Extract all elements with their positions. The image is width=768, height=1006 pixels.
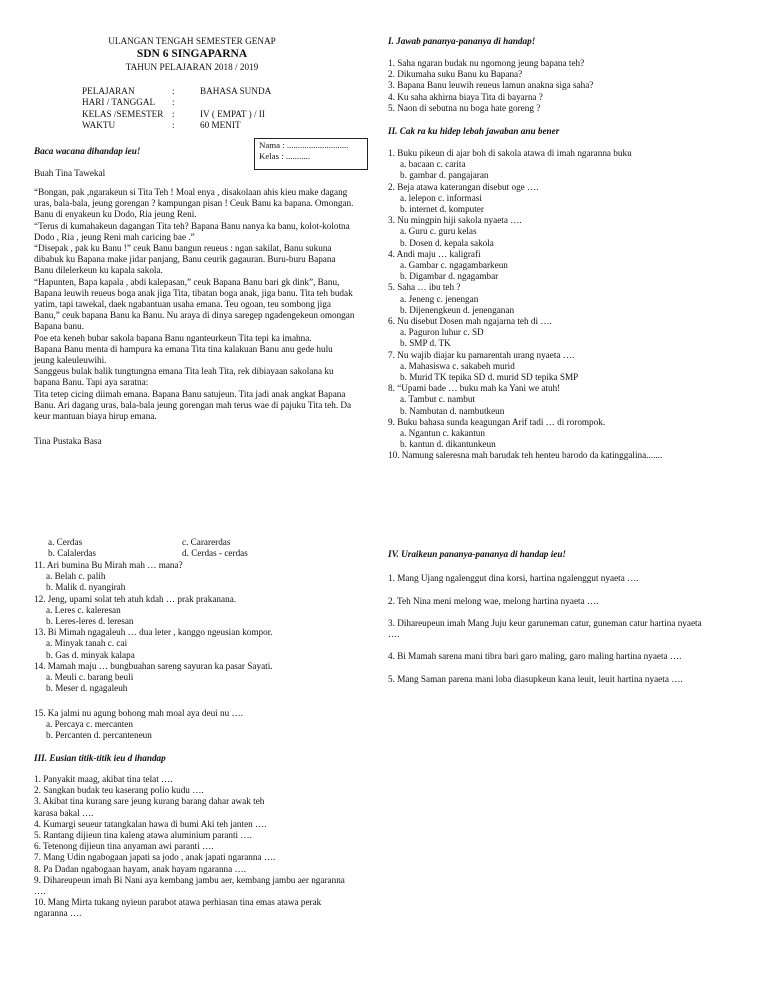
question: 6. Nu disebut Dosen mah ngajarna teh di …. (388, 316, 552, 327)
info-label: PELAJARAN (82, 86, 135, 96)
option-line: a. Gambar c. ngagambarkeun (400, 260, 508, 271)
option-c: c. Cararerdas (182, 537, 231, 547)
option-line: b. Meser d. ngagaleuh (46, 683, 128, 694)
option-line: b. Digambar d. ngagambar (400, 271, 499, 282)
name-class-box (254, 138, 368, 170)
essay-item: …. (388, 629, 400, 639)
essay-item: 3. Dihareupeun imah Mang Juju keur garuneman catur, guneman catur hartina nyaeta (388, 618, 702, 628)
option-line: b. SMP d. TK (400, 338, 451, 349)
question: 14. Mamah maju … bungbuahan sareng sayuran ka pasar Sayati. (34, 660, 273, 671)
essay-item: 5. Mang Saman parena mani loba diasupkeun kana leuit, leuit hartina nyaeta …. (388, 674, 683, 684)
list-item: 2. Dikumaha suku Banu ku Bapana? (388, 69, 523, 80)
option-line: b. Murid TK tepika SD d. murid SD tepika SMP (400, 372, 579, 383)
essay-item: 1. Mang Ujang ngalenggut dina korsi, hartina ngalenggut nyaeta …. (388, 573, 639, 583)
list-item: ngaranna …. (34, 908, 82, 919)
option-line: b. Percanten d. percanteneun (46, 730, 152, 741)
option-line: a. Minyak tanah c. cai (46, 638, 128, 649)
question: 5. Saha … ibu teh ? (388, 282, 461, 293)
class-field: Kelas : ........... (259, 151, 311, 161)
section-4-title: IV. Uraikeun pananya-pananya di handap ieu! (388, 549, 567, 559)
option-line: b. gambar d. pangajaran (400, 170, 489, 181)
question: 4. Andi maju … kaligrafi (388, 248, 481, 259)
passage-line: Bapana banu. (34, 321, 85, 332)
question: 11. Ari bumina Bu Mirah mah … mana? (34, 560, 183, 570)
passage-line: Tita tetep cicing diimah emana. Bapana Banu satujeun. Tita jadi anak angkat Bapana (34, 388, 346, 399)
option-line: a. Leres c. kaleresan (46, 604, 121, 615)
passage-line: Bapana Banu menta di hampura ka emana Tita tina kalakuan Banu anu gede hulu (34, 343, 333, 354)
list-item: 1. Saha ngaran budak nu ngomong jeung bapana teh? (388, 58, 585, 68)
info-value: IV ( EMPAT ) / II (200, 108, 265, 119)
option-line: b. Dijenengkeun d. jenenganan (400, 304, 515, 315)
info-label: WAKTU (82, 120, 116, 131)
list-item: 7. Mang Udin ngabogaan japati sa jodo , anak japati ngaranna …. (34, 852, 276, 863)
list-item: 10. Mang Mirta tukang nyieun parabot atawa perhiasan tina emas atawa perak (34, 897, 322, 908)
info-value: BAHASA SUNDA (200, 86, 272, 96)
option-line: a. Tambut c. nambut (400, 394, 475, 405)
option-line: a. Mahasiswa c. sakabeh murid (400, 360, 515, 371)
info-sep: : (172, 97, 175, 108)
option-line: a. Paguron luhur c. SD (400, 327, 484, 338)
passage-line: “Bongan, pak ,ngarakeun si Tita Teh ! Moal enya , disakolaan ahis kieu make dagang (34, 187, 348, 197)
question: 7. Nu wajib diajar ku pamarentah urang nyaeta …. (388, 349, 575, 360)
question: 13. Bi Mimah ngagaleuh … dua leter , kanggo ngeusian kompor. (34, 627, 273, 638)
passage-line: “Disepak , pak ku Banu !” ceuk Banu bangun reueus : ngan sakilat, Banu sukuna (34, 243, 332, 254)
option-b: b. Calalerdas (48, 548, 96, 559)
section-1-title: I. Jawab pananya-pananya di handap! (388, 36, 536, 46)
question: 10. Namung saleresna mah barudak teh henteu barodo da katinggalina....... (388, 450, 663, 461)
section-3-title: III. Eusian titik-titik ieu d ihandap (34, 753, 166, 763)
option-line: b. Leres-leres d. leresan (46, 616, 134, 627)
passage-line: Banu dilelerkeun ku kapala sakola. (34, 265, 163, 276)
essay-item: 2. Teh Nina meni melong wae, melong hartina nyaeta …. (388, 596, 599, 606)
option-line: a. bacaan c. carita (400, 159, 466, 170)
section-2-title: II. Cak ra ku hidep lebah jawaban anu bener (388, 126, 560, 136)
option-line: a. Belah c. palih (46, 571, 106, 582)
info-sep: : (172, 120, 175, 131)
reading-title: Buah Tina Tawekal (34, 168, 106, 178)
option-d: d. Cerdas - cerdas (182, 548, 248, 559)
question: 2. Beja atawa katerangan disebut oge …. (388, 181, 539, 192)
info-label: KELAS /SEMESTER (82, 108, 164, 119)
list-item: 8. Pa Dadan ngabogaan hayam, anak hayam ngaranna …. (34, 863, 246, 874)
reading-passage (34, 187, 374, 422)
passage-line: “Terus di kumahakeun dagangan Tita teh? Bapana Banu nanya ka banu, kolot-kolotna (34, 220, 350, 231)
passage-line: Dodo , Ria , jeung Reni mah caricing bae .” (34, 231, 195, 242)
option-line: a. Meuli c. barang beuli (46, 672, 134, 683)
questions-11-14 (34, 560, 374, 694)
question: 1. Buku pikeun di ajar boh di sakola atawa di imah ngaranna buku (388, 148, 632, 158)
school-name: SDN 6 SINGAPARNA (136, 48, 248, 60)
option-line: a. Ngantun c. kakantun (400, 428, 485, 439)
list-item: 5. Rantang dijieun tina kaleng atawa aluminium paranti …. (34, 830, 252, 841)
passage-line: dibabuk ku Bapana make jidar panjang, Banu ceurik gagauran. Buru-buru Bapana (34, 254, 336, 265)
list-item: 3. Bapana Banu leuwih reueus lamun anakna siga saha? (388, 80, 594, 91)
list-item: karasa bakal …. (34, 807, 94, 818)
passage-line: Poe eta keneh bubar sakola bapana Banu nganteurkeun Tita tepi ka imahna. (34, 332, 312, 343)
section-1-list (388, 58, 758, 114)
passage-line: jeung kaleuleuwihi. (34, 355, 107, 366)
question: 15. Ka jalmi nu agung bohong mah moal aya deui nu …. (34, 708, 243, 718)
question: 12. Jeng, upami solat teh atuh kdah … prak prakanana. (34, 593, 237, 604)
reading-source: Tina Pustaka Basa (34, 436, 102, 446)
list-item: 2. Sangkan budak teu kaserang polio kudu …. (34, 785, 204, 796)
passage-line: “Hapunten, Bapa kapala , abdi kalepasan,” ceuk Bapana Banu bari gk dink”, Banu, (34, 276, 340, 287)
question: 8. “Upami bade … buku mah ka Yani we atuh! (388, 383, 561, 394)
school-year: TAHUN PELAJARAN 2018 / 2019 (125, 62, 259, 72)
option-a: a. Cerdas (48, 537, 83, 547)
option-line: b. Dosen d. kepala sakola (400, 237, 494, 248)
info-sep: : (172, 108, 175, 119)
option-line: b. Gas d. minyak kalapa (46, 649, 135, 660)
passage-line: Bapana leuwih reueus boga anak jiga Tita, tibatan boga anak, jiga banu. Tita teh budak (34, 287, 353, 298)
exam-title: ULANGAN TENGAH SEMESTER GENAP (108, 36, 276, 46)
option-line: a. Jeneng c. jenengan (400, 293, 479, 304)
list-item: 1. Panyakit maag, akibat tina telat …. (34, 774, 173, 784)
option-line: a. lelepon c. informasi (400, 192, 482, 203)
passage-line: bapana Banu. Tapi aya saratna: (34, 377, 149, 388)
passage-line: Banu di enyakeun ku Dodo, Ria jeung Reni. (34, 209, 197, 220)
list-item: 3. Akibat tina kurang sare jeung kurang barang dahar awak teh (34, 796, 265, 807)
option-line: a. Guru c. guru kelas (400, 226, 477, 237)
info-label: HARI / TANGGAL (82, 97, 156, 108)
list-item: 4. Ku saha akhirna biaya Tita di bayarna ? (388, 91, 543, 102)
passage-line: uras, bala-bala, jeung gorengan ? kampungan pisan ! Ceuk Banu ka bapana. Omongan. (34, 198, 354, 209)
section-3-list (34, 774, 374, 920)
passage-line: Banu. Ari dagang uras, bala-bala jeung gorengan mah terus wae di pajuku Tita teh. Da (34, 399, 352, 410)
question-15 (34, 708, 374, 742)
option-line: b. Nambutan d. nambutkeun (400, 405, 505, 416)
passage-line: Banu,” ceuk bapana Banu ka Banu. Nu araya di dinya saregep ngadengekeun omongan (34, 310, 355, 321)
passage-line: Sanggeus bulak balik tungtungna emana Tita leah Tita, rek dibiayaan sakolana ku (34, 366, 334, 377)
option-line: b. kantun d. dikantunkeun (400, 439, 496, 450)
option-line: b. Malik d. nyangirah (46, 582, 126, 593)
info-value: 60 MENIT (200, 120, 241, 131)
list-item: 6. Tetenong dijieun tina anyaman awi paranti …. (34, 841, 214, 852)
question: 3. Nu mingpin hiji sakola nyaeta …. (388, 215, 522, 226)
option-line: b. internet d. komputer (400, 204, 484, 215)
essay-item: 4. Bi Mamah sarena mani tibra bari garo maling, garo maling hartina nyaeta …. (388, 651, 682, 661)
list-item: …. (34, 886, 46, 897)
section-2-list (388, 148, 758, 462)
option-line: a. Percaya c. mercanten (46, 719, 133, 730)
list-item: 9. Dihareupeun imah Bi Nani aya kembang jambu aer, kembang jambu aer ngaranna (34, 874, 345, 885)
passage-line: keur mantuan biaya hirup emana. (34, 411, 157, 422)
name-field: Nama : ............................ (259, 140, 349, 150)
reading-instruction: Baca wacana dihandap ieu! (34, 146, 141, 156)
carried-options (34, 537, 374, 559)
passage-line: yatim, tapi tawekal, daek ngabantuan usaha emana. Teu ogoan, teu sombong jiga (34, 299, 331, 310)
exam-info-table (82, 86, 271, 132)
list-item: 4. Kumargi seueur tatangkalan hawa di bumi Aki teh janten …. (34, 818, 267, 829)
question: 9. Buku bahasa sunda keagungan Arif tadi … di rorompok. (388, 416, 606, 427)
info-sep: : (172, 86, 175, 96)
list-item: 5. Naon di sebutna nu boga hate goreng ? (388, 102, 541, 113)
